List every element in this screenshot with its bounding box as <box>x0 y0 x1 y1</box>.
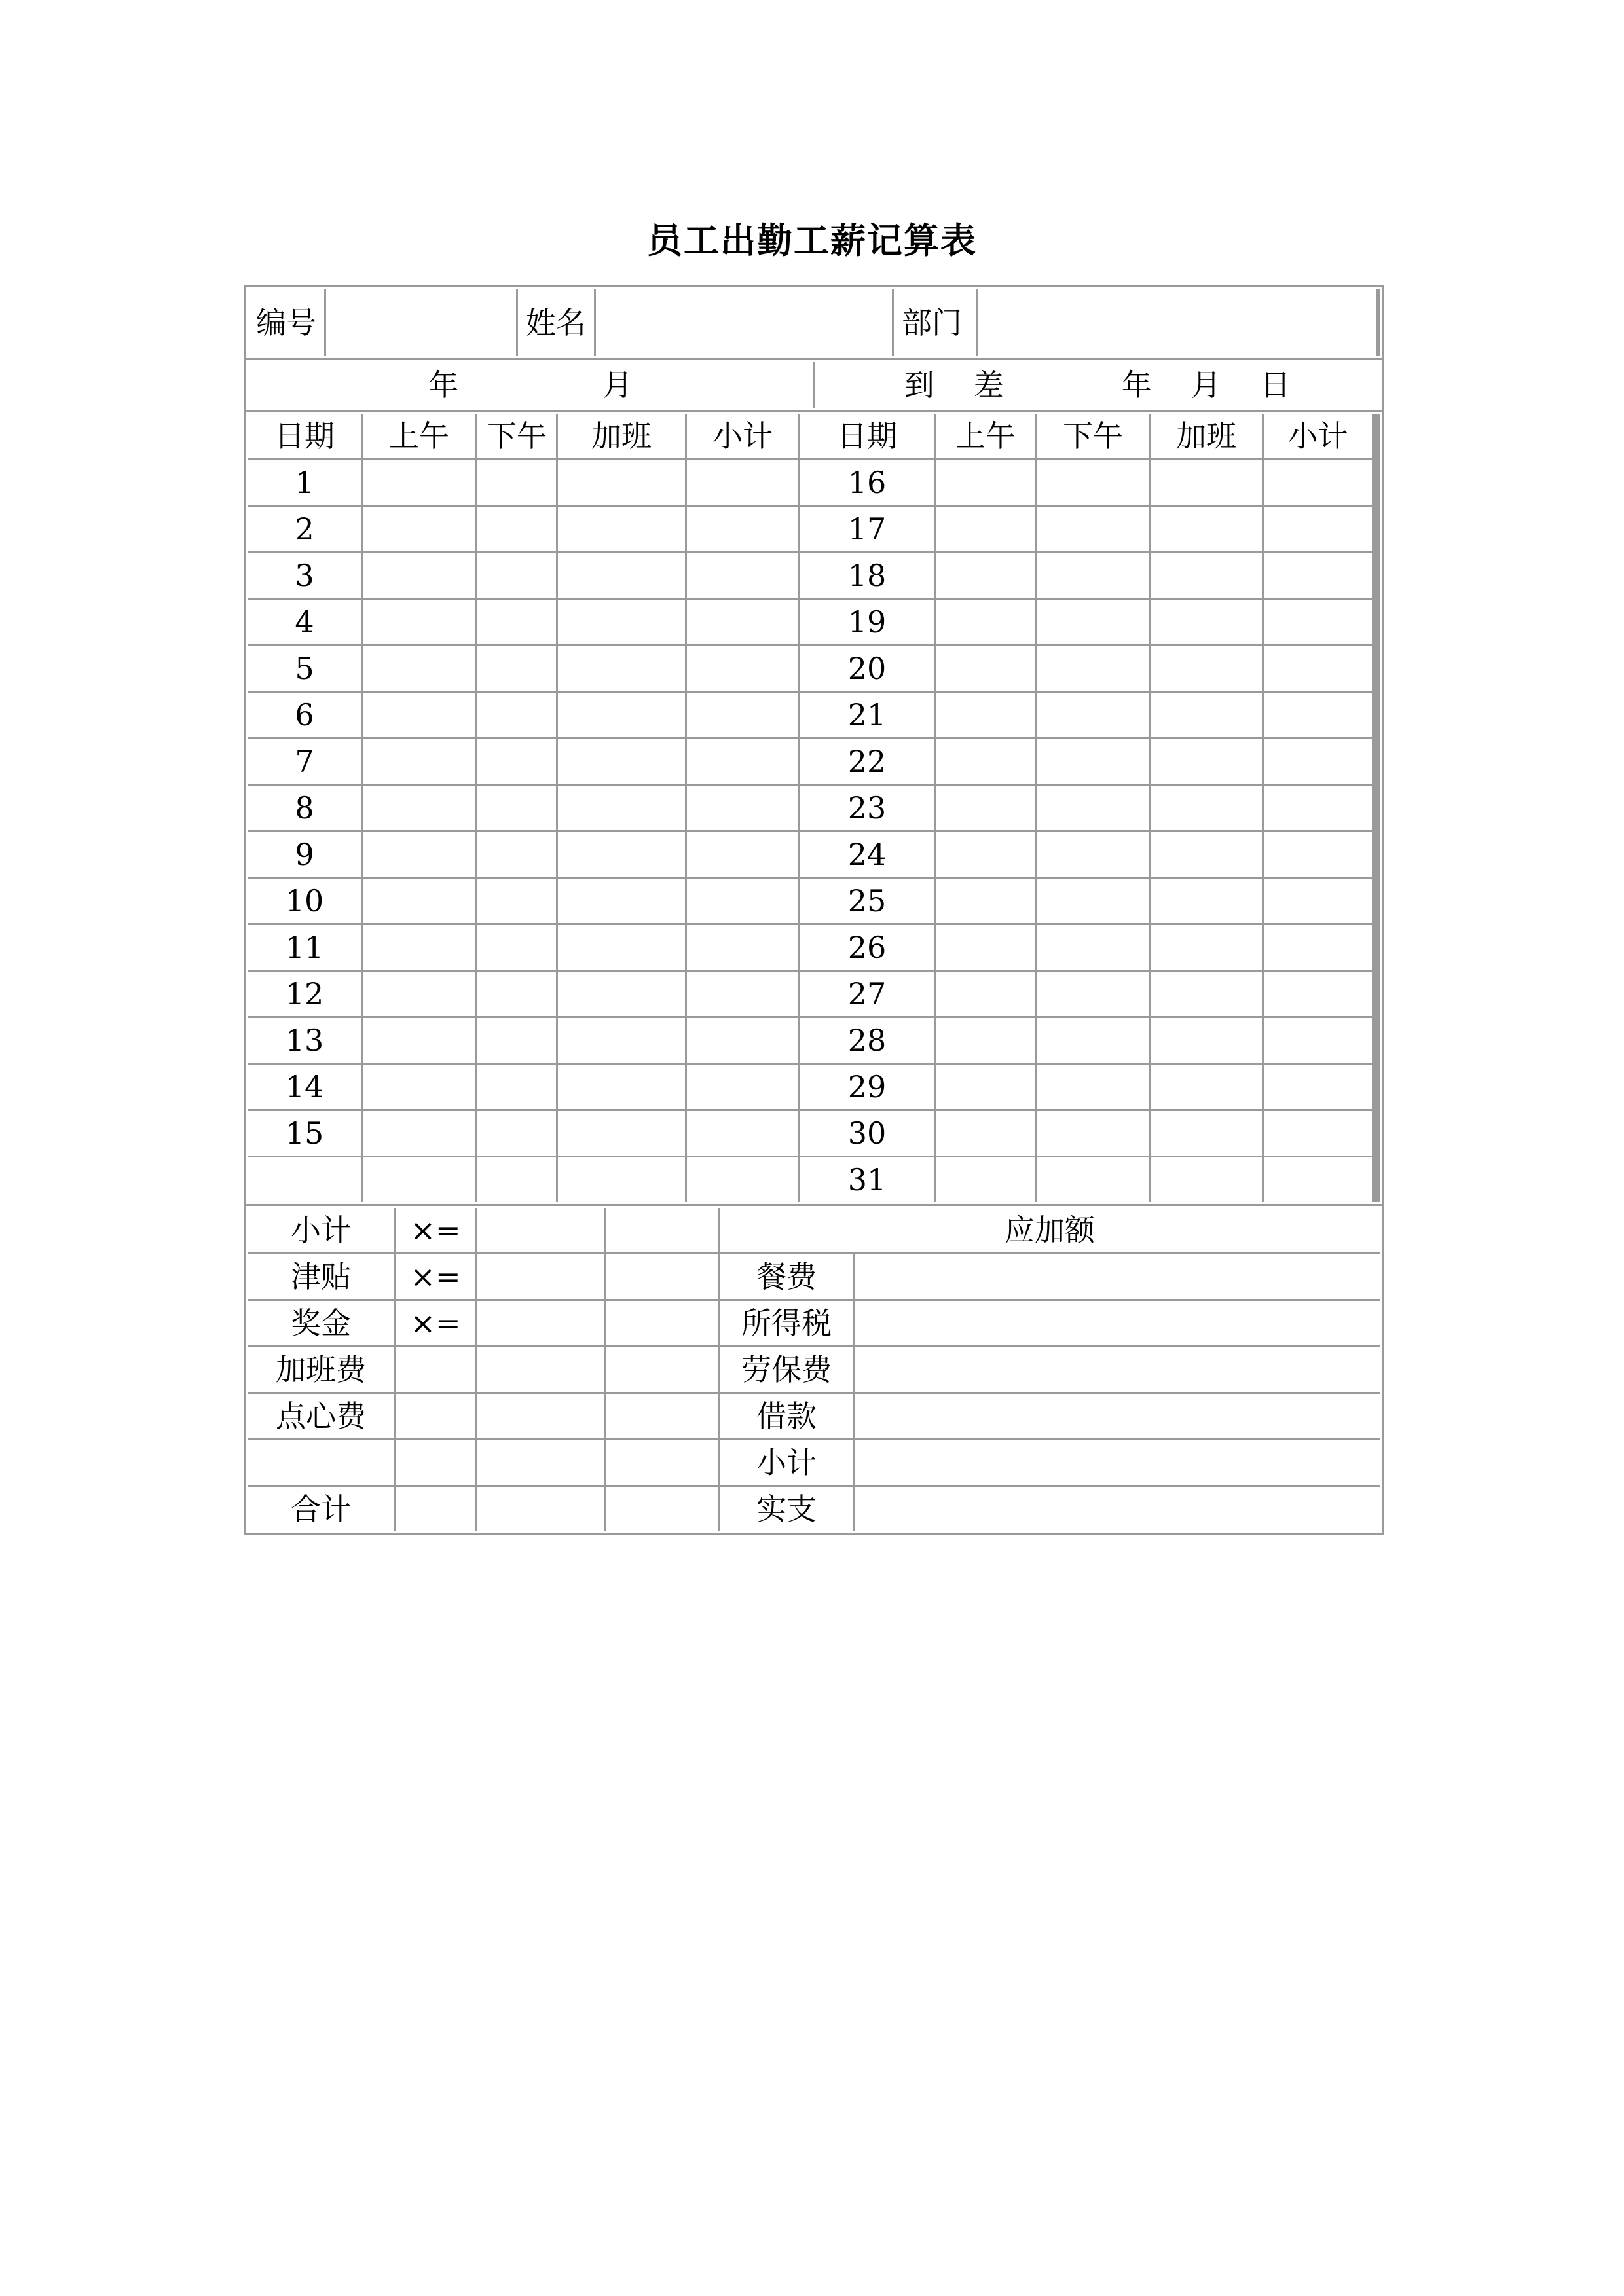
entry-cell-subtotal[interactable] <box>687 739 798 784</box>
entry-cell-subtotal[interactable] <box>687 553 798 598</box>
entry-cell-afternoon[interactable] <box>477 1111 556 1156</box>
day-cell-left: 11 <box>248 925 361 970</box>
period-left <box>248 362 813 408</box>
entry-cell-morning[interactable] <box>936 1065 1035 1109</box>
trip-day-label: 日 <box>1260 367 1291 403</box>
entry-cell-overtime[interactable] <box>558 739 685 784</box>
summary-formula <box>396 1394 475 1438</box>
entry-cell-subtotal[interactable] <box>1264 693 1372 737</box>
period-row <box>244 360 1384 412</box>
entry-cell-overtime[interactable] <box>1151 693 1262 737</box>
entry-cell-subtotal[interactable] <box>1264 1065 1372 1109</box>
entry-cell-subtotal[interactable] <box>1264 972 1372 1016</box>
summary-label: 津贴 <box>248 1254 394 1299</box>
entry-cell-subtotal[interactable] <box>687 1157 798 1202</box>
column-header-overtime: 加班 <box>558 414 685 458</box>
day-cell-left: 9 <box>248 832 361 877</box>
entry-cell-morning[interactable] <box>363 925 475 970</box>
entry-cell-subtotal[interactable] <box>687 693 798 737</box>
deduction-row <box>720 1394 1380 1438</box>
entry-cell-afternoon[interactable] <box>1037 553 1149 598</box>
entry-cell-afternoon[interactable] <box>477 693 556 737</box>
deduction-value[interactable] <box>855 1347 1380 1392</box>
daily-table <box>244 412 1384 1206</box>
entry-cell-subtotal[interactable] <box>687 832 798 877</box>
entry-cell-morning[interactable] <box>936 879 1035 923</box>
entry-cell-subtotal[interactable] <box>687 925 798 970</box>
entry-cell-overtime[interactable] <box>558 646 685 691</box>
page-title: 员工出勤工薪记算表 <box>647 219 977 261</box>
entry-cell-subtotal[interactable] <box>687 1018 798 1063</box>
summary-label <box>248 1440 394 1485</box>
column-header-afternoon: 下午 <box>1037 414 1149 458</box>
summary-formula: ×= <box>396 1208 475 1252</box>
entry-cell-afternoon[interactable] <box>1037 1157 1149 1202</box>
entry-cell-overtime[interactable] <box>1151 925 1262 970</box>
deduction-row <box>720 1440 1380 1485</box>
entry-cell-afternoon[interactable] <box>1037 925 1149 970</box>
summary-formula <box>396 1440 475 1485</box>
summary-total[interactable] <box>606 1208 718 1252</box>
day-cell-right: 17 <box>800 507 934 551</box>
entry-cell-morning[interactable] <box>936 600 1035 644</box>
entry-cell-subtotal[interactable] <box>687 600 798 644</box>
entry-cell-overtime[interactable] <box>558 879 685 923</box>
entry-cell-subtotal[interactable] <box>687 646 798 691</box>
entry-cell-morning[interactable] <box>936 507 1035 551</box>
deduction-label: 小计 <box>720 1440 853 1485</box>
deduction-row <box>720 1254 1380 1299</box>
id-field[interactable] <box>326 289 516 356</box>
entry-cell-overtime[interactable] <box>558 507 685 551</box>
dept-label: 部门 <box>894 289 976 356</box>
entry-cell-overtime[interactable] <box>558 460 685 505</box>
column-header-date: 日期 <box>800 414 934 458</box>
entry-cell-afternoon[interactable] <box>477 646 556 691</box>
day-cell-right: 24 <box>800 832 934 877</box>
column-header-morning: 上午 <box>363 414 475 458</box>
deduction-value[interactable] <box>855 1301 1380 1345</box>
day-cell-left: 14 <box>248 1065 361 1109</box>
summary-label: 小计 <box>248 1208 394 1252</box>
summary-value[interactable] <box>477 1254 604 1299</box>
entry-cell-overtime[interactable] <box>1151 507 1262 551</box>
entry-cell-subtotal[interactable] <box>687 1111 798 1156</box>
day-cell-right: 31 <box>800 1157 934 1202</box>
attendance-sheet <box>244 285 1384 1535</box>
deduction-value[interactable] <box>855 1254 1380 1299</box>
trip-diff-label: 差 <box>973 367 1004 403</box>
entry-cell-subtotal[interactable] <box>687 507 798 551</box>
entry-cell-afternoon[interactable] <box>477 553 556 598</box>
summary-value[interactable] <box>477 1347 604 1392</box>
entry-cell-afternoon[interactable] <box>477 925 556 970</box>
day-cell-left: 12 <box>248 972 361 1016</box>
entry-cell-overtime[interactable] <box>1151 1065 1262 1109</box>
summary-label: 合计 <box>248 1487 394 1531</box>
deduction-label: 餐费 <box>720 1254 853 1299</box>
deduction-label: 所得税 <box>720 1301 853 1345</box>
entry-cell-morning[interactable] <box>363 1065 475 1109</box>
summary-value[interactable] <box>477 1301 604 1345</box>
day-cell-right: 30 <box>800 1111 934 1156</box>
entry-cell-subtotal[interactable] <box>687 786 798 830</box>
entry-cell-afternoon[interactable] <box>477 1018 556 1063</box>
entry-cell-overtime[interactable] <box>1151 646 1262 691</box>
entry-cell-afternoon[interactable] <box>1037 1111 1149 1156</box>
deduction-value[interactable] <box>855 1440 1380 1485</box>
entry-cell-afternoon[interactable] <box>1037 1018 1149 1063</box>
summary-label: 加班费 <box>248 1347 394 1392</box>
column-header-subtotal: 小计 <box>1264 414 1372 458</box>
entry-cell-overtime[interactable] <box>558 1018 685 1063</box>
entry-cell-subtotal[interactable] <box>687 1065 798 1109</box>
summary-formula <box>396 1487 475 1531</box>
summary-value[interactable] <box>477 1208 604 1252</box>
entry-cell-morning[interactable] <box>363 507 475 551</box>
column-header-date: 日期 <box>248 414 361 458</box>
entry-cell-morning[interactable] <box>936 646 1035 691</box>
day-cell-left: 5 <box>248 646 361 691</box>
entry-cell-morning[interactable] <box>936 460 1035 505</box>
entry-cell-overtime[interactable] <box>1151 1018 1262 1063</box>
entry-cell-subtotal[interactable] <box>1264 600 1372 644</box>
deduction-row <box>720 1347 1380 1392</box>
entry-cell-subtotal[interactable] <box>687 460 798 505</box>
entry-cell-subtotal[interactable] <box>1264 507 1372 551</box>
summary-formula <box>396 1347 475 1392</box>
column-header-morning: 上午 <box>936 414 1035 458</box>
column-header-overtime: 加班 <box>1151 414 1262 458</box>
entry-cell-morning[interactable] <box>363 1157 475 1202</box>
entry-cell-subtotal[interactable] <box>1264 786 1372 830</box>
entry-cell-morning[interactable] <box>363 972 475 1016</box>
entry-cell-subtotal[interactable] <box>1264 1018 1372 1063</box>
entry-cell-overtime[interactable] <box>1151 832 1262 877</box>
summary-total[interactable] <box>606 1487 718 1531</box>
entry-cell-afternoon[interactable] <box>1037 879 1149 923</box>
entry-cell-afternoon[interactable] <box>1037 786 1149 830</box>
entry-cell-subtotal[interactable] <box>1264 460 1372 505</box>
trip-year-label: 年 <box>1121 367 1152 403</box>
dept-field[interactable] <box>978 289 1376 356</box>
name-label: 姓名 <box>518 289 594 356</box>
entry-cell-subtotal[interactable] <box>687 972 798 1016</box>
day-cell-right: 28 <box>800 1018 934 1063</box>
summary-label: 奖金 <box>248 1301 394 1345</box>
entry-cell-afternoon[interactable] <box>1037 507 1149 551</box>
entry-cell-afternoon[interactable] <box>1037 739 1149 784</box>
day-cell-right: 20 <box>800 646 934 691</box>
id-label: 编号 <box>248 289 324 356</box>
entry-cell-morning[interactable] <box>363 693 475 737</box>
column-header-subtotal: 小计 <box>687 414 798 458</box>
entry-cell-morning[interactable] <box>936 1018 1035 1063</box>
entry-cell-overtime[interactable] <box>1151 879 1262 923</box>
entry-cell-morning[interactable] <box>363 832 475 877</box>
deduction-label: 实支 <box>720 1487 853 1531</box>
day-cell-left: 8 <box>248 786 361 830</box>
summary-table <box>244 1206 1384 1535</box>
entry-cell-subtotal[interactable] <box>1264 646 1372 691</box>
entry-cell-morning[interactable] <box>363 460 475 505</box>
entry-cell-morning[interactable] <box>363 553 475 598</box>
day-cell-left: 2 <box>248 507 361 551</box>
entry-cell-morning[interactable] <box>363 600 475 644</box>
entry-cell-morning[interactable] <box>363 1111 475 1156</box>
entry-cell-morning[interactable] <box>363 1018 475 1063</box>
year-label: 年 <box>428 367 459 403</box>
entry-cell-morning[interactable] <box>936 1111 1035 1156</box>
entry-cell-overtime[interactable] <box>1151 1157 1262 1202</box>
day-cell-left: 1 <box>248 460 361 505</box>
deduction-label: 劳保费 <box>720 1347 853 1392</box>
month-label: 月 <box>602 367 633 403</box>
deduction-value[interactable] <box>855 1394 1380 1438</box>
entry-cell-morning[interactable] <box>363 739 475 784</box>
entry-cell-afternoon[interactable] <box>477 507 556 551</box>
entry-cell-overtime[interactable] <box>558 600 685 644</box>
entry-cell-afternoon[interactable] <box>1037 600 1149 644</box>
summary-formula: ×= <box>396 1254 475 1299</box>
day-cell-right: 21 <box>800 693 934 737</box>
entry-cell-afternoon[interactable] <box>477 1157 556 1202</box>
entry-cell-morning[interactable] <box>936 1157 1035 1202</box>
entry-cell-morning[interactable] <box>363 646 475 691</box>
summary-total[interactable] <box>606 1440 718 1485</box>
entry-cell-overtime[interactable] <box>558 693 685 737</box>
day-cell-left: 7 <box>248 739 361 784</box>
entry-cell-afternoon[interactable] <box>1037 972 1149 1016</box>
entry-cell-morning[interactable] <box>936 786 1035 830</box>
day-cell-left: 3 <box>248 553 361 598</box>
entry-cell-afternoon[interactable] <box>477 460 556 505</box>
entry-cell-afternoon[interactable] <box>1037 646 1149 691</box>
summary-total[interactable] <box>606 1394 718 1438</box>
entry-cell-subtotal[interactable] <box>1264 832 1372 877</box>
entry-cell-afternoon[interactable] <box>477 600 556 644</box>
day-cell-left: 13 <box>248 1018 361 1063</box>
day-cell-right: 25 <box>800 879 934 923</box>
info-row <box>244 285 1384 360</box>
deduction-label: 借款 <box>720 1394 853 1438</box>
deduction-value[interactable] <box>855 1487 1380 1531</box>
entry-cell-morning[interactable] <box>363 879 475 923</box>
entry-cell-overtime[interactable] <box>558 1157 685 1202</box>
trip-to-label: 到 <box>904 367 934 403</box>
entry-cell-overtime[interactable] <box>1151 786 1262 830</box>
entry-cell-afternoon[interactable] <box>477 972 556 1016</box>
summary-formula: ×= <box>396 1301 475 1345</box>
entry-cell-overtime[interactable] <box>1151 553 1262 598</box>
day-cell-right: 19 <box>800 600 934 644</box>
entry-cell-subtotal[interactable] <box>1264 739 1372 784</box>
entry-cell-afternoon[interactable] <box>477 739 556 784</box>
entry-cell-overtime[interactable] <box>558 1065 685 1109</box>
entry-cell-overtime[interactable] <box>1151 1111 1262 1156</box>
summary-total[interactable] <box>606 1301 718 1345</box>
entry-cell-subtotal[interactable] <box>1264 879 1372 923</box>
column-header-afternoon: 下午 <box>477 414 556 458</box>
entry-cell-afternoon[interactable] <box>477 1065 556 1109</box>
day-cell-right: 27 <box>800 972 934 1016</box>
entry-cell-afternoon[interactable] <box>1037 1065 1149 1109</box>
entry-cell-morning[interactable] <box>936 832 1035 877</box>
entry-cell-morning[interactable] <box>936 693 1035 737</box>
day-cell-right: 16 <box>800 460 934 505</box>
summary-value[interactable] <box>477 1487 604 1531</box>
name-field[interactable] <box>596 289 892 356</box>
entry-cell-afternoon[interactable] <box>477 879 556 923</box>
entry-cell-morning[interactable] <box>936 553 1035 598</box>
entry-cell-overtime[interactable] <box>558 925 685 970</box>
entry-cell-subtotal[interactable] <box>1264 925 1372 970</box>
entry-cell-afternoon[interactable] <box>1037 460 1149 505</box>
entry-cell-subtotal[interactable] <box>1264 1111 1372 1156</box>
entry-cell-overtime[interactable] <box>1151 739 1262 784</box>
entry-cell-morning[interactable] <box>936 972 1035 1016</box>
day-cell-right: 26 <box>800 925 934 970</box>
entry-cell-afternoon[interactable] <box>1037 832 1149 877</box>
day-cell-right: 22 <box>800 739 934 784</box>
deduction-row <box>720 1208 1380 1252</box>
day-cell-left <box>248 1157 361 1202</box>
entry-cell-afternoon[interactable] <box>477 786 556 830</box>
trip-month-label: 月 <box>1190 367 1221 403</box>
entry-cell-overtime[interactable] <box>1151 600 1262 644</box>
entry-cell-overtime[interactable] <box>558 832 685 877</box>
day-cell-left: 15 <box>248 1111 361 1156</box>
day-cell-left: 10 <box>248 879 361 923</box>
deduction-row <box>720 1487 1380 1531</box>
additions-header: 应加额 <box>720 1208 1380 1252</box>
entry-cell-morning[interactable] <box>363 786 475 830</box>
entry-cell-overtime[interactable] <box>558 553 685 598</box>
entry-cell-subtotal[interactable] <box>1264 1157 1372 1202</box>
entry-cell-morning[interactable] <box>936 739 1035 784</box>
entry-cell-subtotal[interactable] <box>687 879 798 923</box>
entry-cell-overtime[interactable] <box>558 1111 685 1156</box>
day-cell-right: 18 <box>800 553 934 598</box>
entry-cell-morning[interactable] <box>936 925 1035 970</box>
deduction-row <box>720 1301 1380 1345</box>
entry-cell-afternoon[interactable] <box>477 832 556 877</box>
day-cell-left: 4 <box>248 600 361 644</box>
summary-value[interactable] <box>477 1394 604 1438</box>
day-cell-right: 29 <box>800 1065 934 1109</box>
entry-cell-afternoon[interactable] <box>1037 693 1149 737</box>
period-right <box>815 362 1380 408</box>
summary-total[interactable] <box>606 1254 718 1299</box>
summary-value[interactable] <box>477 1440 604 1485</box>
day-cell-right: 23 <box>800 786 934 830</box>
day-cell-left: 6 <box>248 693 361 737</box>
entry-cell-overtime[interactable] <box>558 972 685 1016</box>
entry-cell-overtime[interactable] <box>1151 972 1262 1016</box>
entry-cell-overtime[interactable] <box>1151 460 1262 505</box>
summary-total[interactable] <box>606 1347 718 1392</box>
entry-cell-overtime[interactable] <box>558 786 685 830</box>
entry-cell-subtotal[interactable] <box>1264 553 1372 598</box>
summary-label: 点心费 <box>248 1394 394 1438</box>
